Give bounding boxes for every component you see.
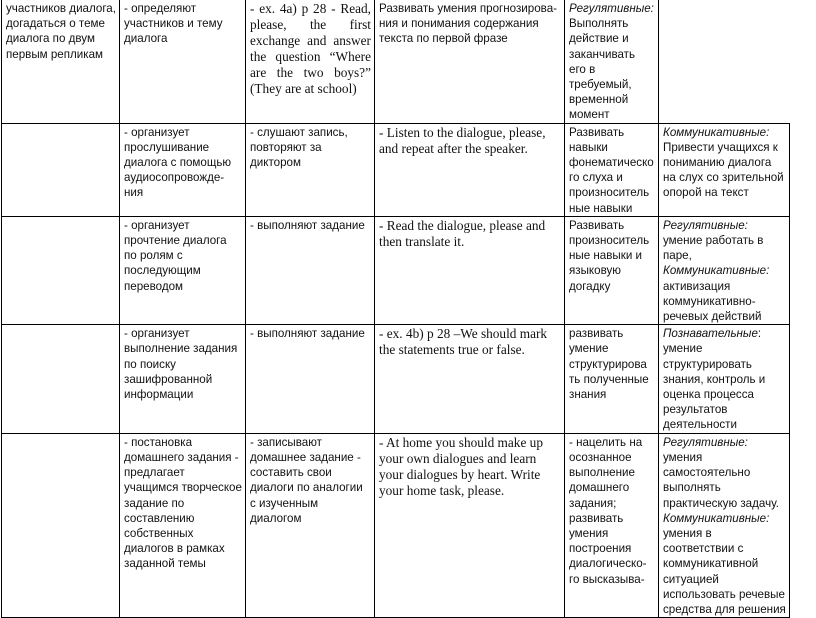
uud-label: Регулятивные: xyxy=(663,435,748,449)
cell-skills xyxy=(565,123,659,216)
uud-label-2: Коммуникативные: xyxy=(663,264,770,278)
skills-label: Регулятивные: xyxy=(569,2,654,15)
teacher-activity-text: - организует прочтение диалога по ролям с последующим переводом xyxy=(124,218,227,293)
skills-text: развивать умение структурирова ть полученные знания xyxy=(569,327,649,402)
skills-text: Развивать навыки фонематическо го слуха и произноситель ные навыки xyxy=(569,125,654,215)
uud-text: : умение структурировать знания, контроль и оценка процесса результатов деятельности xyxy=(663,327,766,432)
cell-uud xyxy=(659,123,790,216)
teacher-activity-text: - организует выполнение задания по поиску зашифрованной информации xyxy=(124,327,238,402)
cell-skills xyxy=(565,0,659,123)
cell-goal xyxy=(375,325,565,433)
table-row xyxy=(2,325,790,433)
uud-text: умение работать в паре, xyxy=(663,234,764,263)
cell-teacher xyxy=(120,216,246,324)
uud-label-2: Коммуникативные: xyxy=(663,511,770,525)
skills-text: - нацелить на осознанное выполнение домашнего задания; развивать умения построения диалогическо-го высказыва- xyxy=(569,435,647,586)
skills-text: Развивать произноситель ные навыки и языковую догадку xyxy=(569,218,650,293)
cell-stage xyxy=(2,123,120,216)
student-activity-text: - выполняют задание xyxy=(250,327,365,341)
cell-student xyxy=(246,325,375,433)
cell-uud xyxy=(659,0,790,123)
uud-text: Привести учащихся к пониманию диалога на слух со зрительной опорой на текст xyxy=(663,140,784,200)
lesson-plan-table xyxy=(1,0,790,618)
cell-goal xyxy=(375,123,565,216)
uud-text: умения самостоятельно выполнять практическую задачу. xyxy=(663,450,779,510)
student-activity-text: - ex. 4a) p 28 - Read, please, the first exchange and answer the question “Where are the two boys?” (They are at school) xyxy=(250,1,371,96)
cell-skills xyxy=(565,325,659,433)
cell-goal xyxy=(375,0,565,123)
cell-student xyxy=(246,0,375,123)
uud-text-2: умения в соответствии с коммуникативной ситуацией использовать речевые средства для решения xyxy=(663,526,786,616)
cell-goal xyxy=(375,433,565,617)
cell-uud xyxy=(659,325,790,433)
cell-teacher xyxy=(120,325,246,433)
cell-student xyxy=(246,216,375,324)
teacher-activity-text: - определяют участников и тему диалога xyxy=(124,2,223,46)
cell-stage xyxy=(2,433,120,617)
uud-label: Регулятивные: xyxy=(663,218,748,232)
cell-stage xyxy=(2,0,120,123)
teacher-activity-text: - организует прослушивание диалога с помощью аудиосопровожде-ния xyxy=(124,125,232,200)
cell-teacher xyxy=(120,433,246,617)
teacher-activity-text: - постановка домашнего задания - предлагает учащимся творческое задание по составлению собственных диалогов в рамках заданной темы xyxy=(124,435,242,571)
goal-text: Развивать умения прогнозирова-ния и понимания содержания текста по первой фразе xyxy=(379,2,558,46)
cell-stage xyxy=(2,216,120,324)
cell-teacher xyxy=(120,123,246,216)
student-activity-text: - слушают запись, повторяют за диктором xyxy=(250,125,348,170)
cell-skills xyxy=(565,433,659,617)
student-activity-text: - записывают домашнее задание - составить свои диалоги по аналогии с изученным диалогом xyxy=(250,435,363,525)
table-row xyxy=(2,433,790,617)
cell-uud xyxy=(659,216,790,324)
cell-student xyxy=(246,433,375,617)
student-activity-text: - выполняют задание xyxy=(250,218,365,232)
cell-uud xyxy=(659,433,790,617)
uud-label: Коммуникативные: xyxy=(663,125,770,139)
goal-text: - At home you should make up your own dialogues and learn your dialogues by heart. Write your home task, please. xyxy=(379,434,543,498)
cell-stage xyxy=(2,325,120,433)
goal-text: - Read the dialogue, please and then translate it. xyxy=(379,217,546,249)
table-row xyxy=(2,216,790,324)
stage-text: участников диалога, догадаться о теме диалога по двум первым репликам xyxy=(6,2,116,61)
cell-teacher xyxy=(120,0,246,123)
cell-student xyxy=(246,123,375,216)
skills-text: Выполнять действие и заканчивать его в требуемый, временной момент xyxy=(569,17,636,122)
goal-text: - Listen to the dialogue, please, and repeat after the speaker. xyxy=(379,124,546,156)
cell-skills xyxy=(565,216,659,324)
uud-label: Познавательные xyxy=(663,327,758,341)
goal-text: - ex. 4b) p 28 –We should mark the statements true or false. xyxy=(379,326,548,358)
uud-text-2: активизация коммуникативно-речевых действий xyxy=(663,279,762,324)
cell-goal xyxy=(375,216,565,324)
table-row xyxy=(2,123,790,216)
table-row xyxy=(2,0,790,123)
